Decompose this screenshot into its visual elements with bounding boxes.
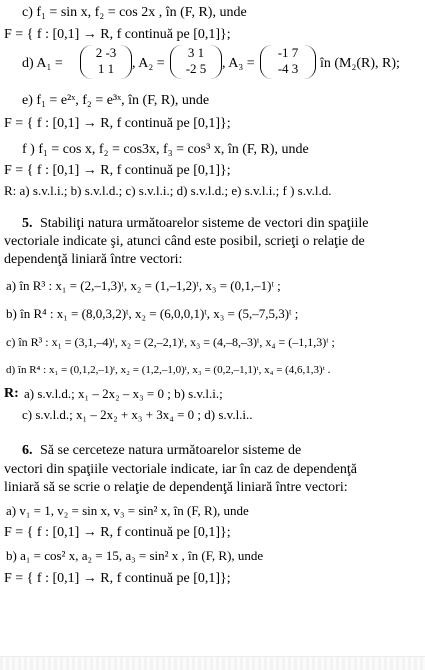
problem6-statement-1: Să se cerceteze natura următoarelor sisteme de — [40, 443, 302, 458]
problem5-answer-2: c) s.v.l.d.; x₁ – 2x₂ + x₃ + 3x₄ = 0 ; d) s.v.l.i.. — [22, 407, 253, 422]
problem6-number: 6. — [22, 443, 33, 458]
problem6-item-a-domain: F = { f : [0,1] → R, f continuă pe [0,1]}; — [4, 525, 231, 540]
problem5-item-a: a) în R³ : x₁ = (2,–1,3)ᵗ, x₂ = (1,–1,2)ᵗ, x₃ = (0,1,–1)ᵗ ; — [6, 278, 281, 293]
matrix-a2 — [170, 45, 222, 79]
item-c-domain: F = { f : [0,1] → R, f continuă pe [0,1]}; — [4, 27, 231, 42]
problem5-statement-2: vectoriale indicate şi, atunci când este posibil, scrieţi o relaţie de — [4, 234, 365, 249]
page-bottom-strip — [0, 656, 425, 670]
matrix-a1 — [80, 45, 132, 79]
matrix-a3-row2: -4 3 — [277, 61, 299, 76]
problem6-item-b-domain: F = { f : [0,1] → R, f continuă pe [0,1]}; — [4, 571, 231, 586]
problem6-item-b: b) a₁ = cos² x, a₂ = 15, a₃ = sin² x , în (F, R), unde — [6, 548, 264, 563]
top-answer: R: a) s.v.l.i.; b) s.v.l.d.; c) s.v.l.i.; d) s.v.l.d.; e) s.v.l.i.; f ) s.v.l.d. — [4, 183, 332, 198]
problem5-number: 5. — [22, 216, 33, 231]
item-f-domain: F = { f : [0,1] → R, f continuă pe [0,1]}; — [4, 163, 231, 178]
item-d-a2-label: , A₂ = — [132, 56, 165, 71]
problem6-item-a: a) v₁ = 1, v₂ = sin x, v₃ = sin² x, în (F, R), unde — [6, 503, 249, 518]
problem5-answer-label: R: — [4, 386, 19, 401]
problem6-statement-2: vectori din spaţiile vectoriale indicate, iar în caz de dependenţă — [4, 462, 357, 477]
item-d-row — [22, 45, 422, 81]
item-d-label: d) A₁ = — [22, 56, 63, 71]
matrix-a2-row2: -2 5 — [185, 61, 207, 76]
item-f-line: f ) f₁ = cos x, f₂ = cos3x, f₃ = cos³ x, în (F, R), unde — [22, 142, 309, 157]
matrix-a2-row1: 3 1 — [187, 45, 205, 60]
problem5-item-d: d) în R⁴ : x₁ = (0,1,2,–1)ᵗ, x₂ = (1,2,–1,0)ᵗ, x₃ = (0,2,–1,1)ᵗ, x₄ = (4,6,1,3)ᵗ . — [6, 364, 331, 376]
problem5-item-b: b) în R⁴ : x₁ = (8,0,3,2)ᵗ, x₂ = (6,0,0,1)ᵗ, x₃ = (5,–7,5,3)ᵗ ; — [6, 306, 299, 321]
item-c-line: c) f₁ = sin x, f₂ = cos 2x , în (F, R), unde — [22, 5, 247, 20]
item-d-a3-label: , A₃ = — [222, 56, 255, 71]
problem5-statement-3: dependenţă liniară între vectori: — [4, 252, 183, 267]
matrix-a3-row1: -1 7 — [277, 45, 299, 60]
item-e-line: e) f₁ = e²ˣ, f₂ = e³ˣ, în (F, R), unde — [22, 93, 210, 108]
problem5-item-c: c) în R³ : x₁ = (3,1,–4)ᵗ, x₂ = (2,–2,1)ᵗ, x₃ = (4,–8,–3)ᵗ, x₄ = (–1,1,3)ᵗ ; — [6, 335, 335, 349]
matrix-a1-row1: 2 -3 — [95, 45, 117, 60]
problem6-statement-3: liniară să se scrie o relaţie de dependenţă liniară între vectori: — [4, 480, 348, 495]
item-e-domain: F = { f : [0,1] → R, f continuă pe [0,1]}; — [4, 116, 231, 131]
matrix-a1-row2: 1 1 — [97, 61, 115, 76]
problem5-statement-1: Stabiliţi natura următoarelor sisteme de vectori din spaţiile — [40, 216, 369, 231]
problem5-answer-1: a) s.v.l.d.; x₁ – 2x₂ – x₃ = 0 ; b) s.v.l.i.; — [24, 386, 223, 401]
item-d-space: în (M₂(R), R); — [320, 56, 400, 71]
matrix-a3 — [260, 45, 316, 79]
